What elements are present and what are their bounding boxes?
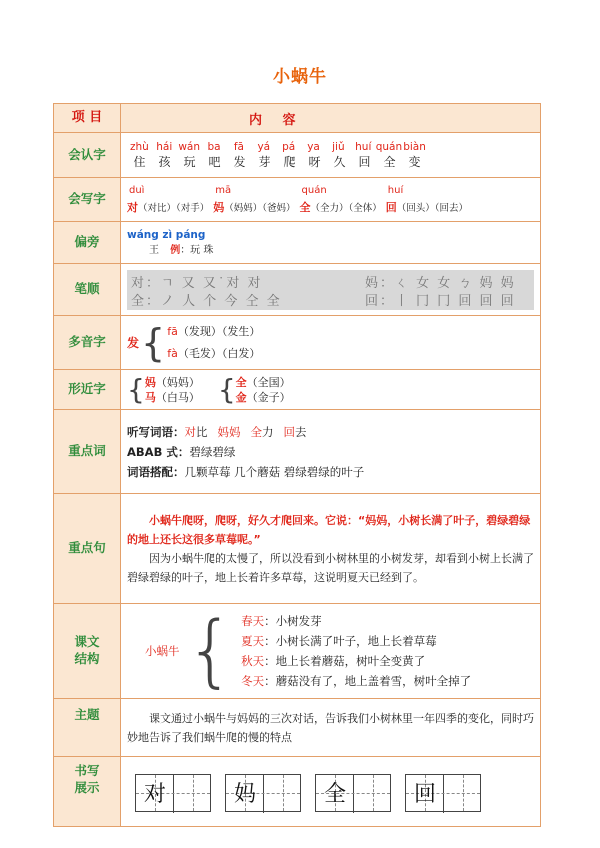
row-polyphonic: [54, 316, 541, 370]
dictation-label: 听写词语：: [127, 424, 185, 439]
row-label: 课文: [74, 634, 100, 650]
theme-text: 课文通过小蜗牛与妈妈的三次对话，告诉我们小树林里一年四季的变化，同时巧妙地告诉了我们蜗牛爬的慢的特点: [121, 699, 541, 757]
dictation-words: [185, 425, 317, 439]
dictation-word-rest: 力: [262, 424, 274, 439]
row-radical: [54, 222, 541, 264]
pinyin-item: pá: [282, 140, 296, 153]
season-item: [241, 631, 471, 651]
pinyin-item: huí: [355, 140, 372, 153]
write-char-pinyin: mā: [215, 184, 232, 196]
pinyin-item: ya: [307, 140, 320, 153]
write-char-words: （妈妈）（爸妈）: [224, 202, 296, 214]
dictation-word-red: 回: [283, 424, 295, 439]
row-label: 会认字: [54, 133, 121, 178]
row-recognize-chars: [54, 133, 541, 178]
write-char-line: [300, 199, 382, 215]
pinyin-item: biàn: [403, 140, 426, 153]
stroke-order-dui: 对：ㄱ 又 又˙对 对: [131, 275, 263, 291]
polyphonic-char: 发: [127, 336, 140, 350]
guide-line: [283, 775, 284, 811]
key-quote: 小蜗牛爬呀，爬呀，好久才爬回来。它说：“妈妈，小树长满了叶子，碧绿碧绿的地上还长这很多草莓呢。”: [127, 513, 531, 546]
hanzi-item: 全: [383, 154, 396, 169]
write-char-line: [386, 199, 468, 215]
dictation-word: [185, 425, 208, 439]
row-label: 重点句: [54, 494, 121, 604]
dictation-word-red: 妈妈: [217, 424, 241, 439]
pinyin-item: jiǔ: [332, 140, 345, 153]
season-text: ：小树发芽: [264, 614, 322, 628]
pinyin-item: yá: [257, 140, 271, 153]
similar-words: （全国）: [246, 375, 291, 389]
write-char: 妈: [213, 200, 225, 214]
similar-words: （妈妈）: [155, 375, 200, 389]
similar-words: （白马）: [155, 390, 200, 404]
row-label: 主题: [54, 699, 121, 757]
hanzi-item: 爬: [283, 154, 296, 169]
collocation-label: 词语搭配：: [127, 464, 185, 479]
pinyin-item: quán: [375, 140, 403, 153]
page-title: 小蜗牛: [273, 67, 327, 87]
writing-box: [405, 774, 481, 812]
stroke-order-ma: 妈：ㄑ 女 女 ㄅ 妈 妈: [365, 275, 516, 291]
season-name: 夏天: [241, 634, 265, 648]
collocation-words: 几颗草莓 几个蘑菇 碧绿碧绿的叶子: [184, 464, 365, 479]
writing-grid: [121, 757, 541, 827]
hanzi-item: 玩: [183, 154, 196, 169]
pinyin-item: hái: [156, 140, 173, 153]
season-text: ：蘑菇没有了，地上盖着雪，树叶全掉了: [264, 674, 472, 688]
writing-box: [225, 774, 301, 812]
row-stroke-order: [54, 264, 541, 316]
writing-char: 对: [143, 782, 166, 807]
season-name: 冬天: [241, 674, 265, 688]
pinyin-item: fā: [233, 140, 244, 153]
hanzi-item: 变: [408, 154, 421, 169]
row-label: 书写: [74, 763, 100, 778]
row-text-structure: [54, 604, 541, 699]
season-list: [241, 611, 471, 691]
row-key-words: [54, 410, 541, 494]
reading-1-pinyin: fā: [167, 324, 178, 338]
season-name: 春天: [241, 614, 265, 628]
row-label: 结构: [74, 651, 100, 666]
write-char-words: （全力）（全体）: [310, 202, 382, 214]
row-similar-chars: [54, 370, 541, 410]
hanzi-grid: [127, 153, 427, 170]
season-text: ：小树长满了叶子，地上长着草莓: [264, 634, 437, 648]
row-write-chars: [54, 178, 541, 222]
hanzi-item: 住: [133, 154, 146, 169]
write-char-pinyin: duì: [129, 184, 145, 196]
row-label: 会写字: [54, 178, 121, 222]
writing-box: [315, 774, 391, 812]
pinyin-item: zhù: [130, 140, 149, 153]
stroke-order-quan: 全：ノ 人 个 今 仝 全: [131, 293, 282, 309]
guide-line: [463, 775, 464, 811]
dictation-word-rest: 比: [196, 424, 208, 439]
similar-char: 妈: [144, 375, 156, 389]
write-char-entry: [213, 185, 295, 215]
brace-icon: {: [185, 606, 236, 696]
dictation-word: [284, 425, 307, 439]
write-char-words: （回头）（回去）: [396, 202, 469, 214]
abab-words: 碧绿碧绿: [189, 444, 236, 459]
season-item: [241, 651, 471, 671]
write-char: 对: [127, 200, 138, 214]
reading-2-words: （毛发）（白发）: [177, 346, 261, 360]
key-explanation: 因为小蜗牛爬的太慢了，所以没看到小树林里的小树发芽，却看到小树上长满了碧绿碧绿的叶子，地上长着许多草莓，这说明夏天已经到了。: [127, 551, 534, 584]
structure-subject: 小蜗牛: [145, 644, 180, 658]
similar-char: 全: [235, 375, 247, 389]
season-text: ：地上长着蘑菇，树叶全变黄了: [264, 654, 426, 668]
brace-icon: {: [217, 372, 236, 406]
row-label: 多音字: [54, 316, 121, 370]
radical-char: 王: [149, 245, 159, 256]
similar-char: 金: [235, 390, 247, 404]
example-label: 例: [170, 245, 181, 256]
write-char-pinyin: huí: [387, 184, 404, 196]
season-item: [241, 611, 471, 631]
hanzi-item: 吧: [208, 154, 221, 169]
similar-char: 马: [144, 390, 156, 404]
hanzi-item: 芽: [258, 154, 271, 169]
row-label: 展示: [74, 779, 100, 795]
write-char-pinyin: quán: [301, 184, 327, 196]
write-chars-list: [127, 185, 534, 215]
dictation-word-red: 对: [184, 424, 196, 439]
write-char: 全: [299, 200, 311, 214]
write-char-line: [127, 199, 209, 215]
hanzi-item: 呀: [308, 154, 321, 169]
row-writing-display: [54, 757, 541, 827]
guide-line: [373, 775, 374, 811]
dictation-word: [251, 425, 274, 439]
brace-icon: {: [127, 372, 145, 406]
brace-icon: {: [141, 320, 166, 365]
pinyin-grid: [127, 141, 427, 153]
row-label: 笔顺: [54, 264, 121, 316]
hanzi-item: 发: [233, 154, 246, 169]
write-char-entry: [386, 185, 468, 215]
hanzi-item: 久: [333, 154, 346, 169]
radical-examples: ：玩 珠: [180, 245, 214, 256]
row-label: 重点词: [54, 410, 121, 494]
season-name: 秋天: [241, 654, 265, 668]
hanzi-item: 回: [358, 154, 371, 169]
abab-label: ABAB 式：: [127, 444, 190, 459]
writing-char: 妈: [233, 782, 256, 807]
writing-box: [135, 774, 211, 812]
row-theme: [54, 699, 541, 757]
pinyin-item: ba: [207, 140, 221, 153]
dictation-word-rest: 去: [295, 424, 307, 439]
write-char-words: （对比）（对手）: [138, 202, 210, 214]
row-label: 偏旁: [54, 222, 121, 264]
writing-char: 全: [323, 782, 346, 807]
write-char-entry: [300, 185, 382, 215]
write-char: 回: [385, 200, 397, 214]
dictation-word-red: 全: [250, 424, 262, 439]
similar-words: （金子）: [246, 390, 291, 404]
dictation-word: [218, 425, 241, 439]
guide-line: [193, 775, 194, 811]
hanzi-item: 孩: [158, 154, 171, 169]
write-char-entry: [127, 185, 209, 215]
row-label: 形近字: [54, 370, 121, 410]
writing-char: 回: [413, 782, 436, 807]
stroke-order-image: [127, 270, 534, 310]
season-item: [241, 671, 471, 691]
reading-1-words: （发现）（发生）: [177, 324, 261, 338]
row-key-sentences: [54, 494, 541, 604]
pinyin-item: wán: [178, 140, 201, 153]
header-content: 内 容: [121, 104, 541, 133]
stroke-order-hui: 回：丨 冂 冂 回 回 回: [365, 293, 516, 309]
write-char-line: [213, 199, 295, 215]
table-header-row: [54, 104, 541, 133]
reading-2-pinyin: fà: [167, 346, 178, 360]
header-item: 项 目: [54, 104, 121, 133]
radical-pinyin: wáng zì páng: [127, 229, 206, 241]
lesson-summary-table: [53, 103, 541, 827]
